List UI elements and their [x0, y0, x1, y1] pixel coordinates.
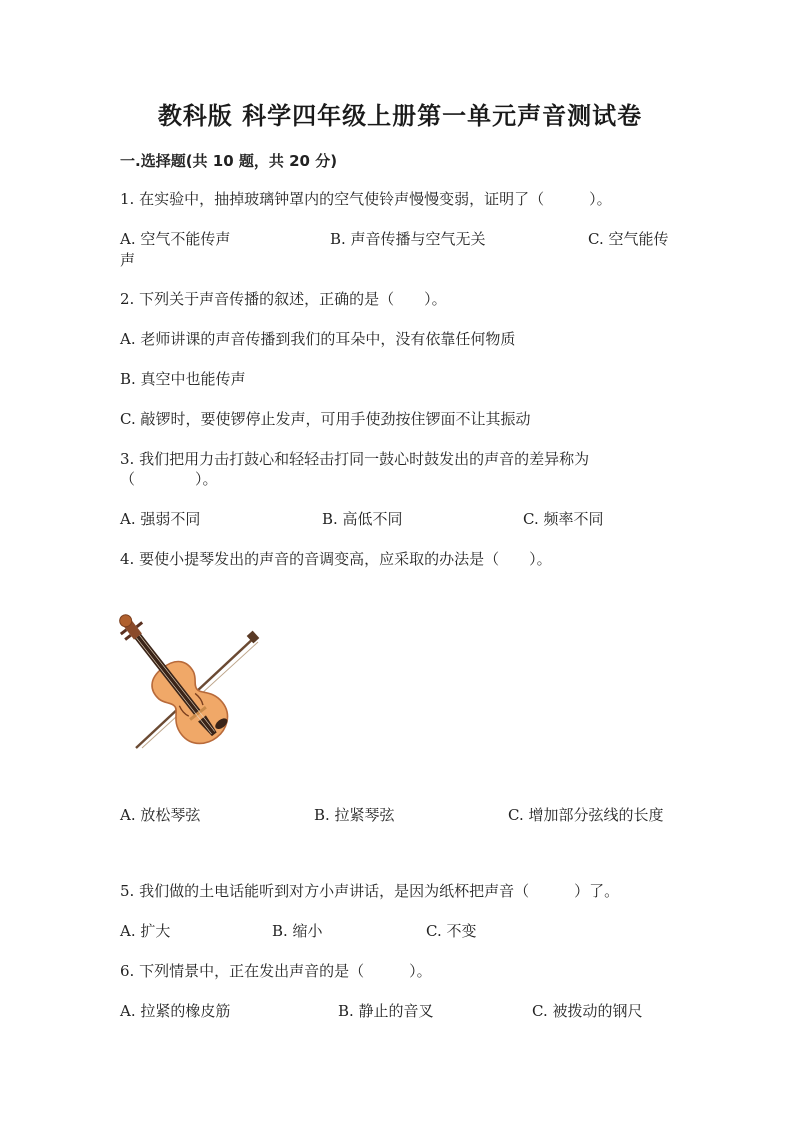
- question-4-option-c: C. 增加部分弦线的长度: [508, 806, 664, 824]
- question-5-stem: 5. 我们做的土电话能听到对方小声讲话，是因为纸杯把声音（ ）了。: [120, 882, 620, 900]
- question-2-option-c: C. 敲锣时，要使锣停止发声，可用手使劲按住锣面不让其振动: [120, 410, 531, 428]
- question-3-option-c: C. 频率不同: [523, 510, 604, 528]
- question-5-option-a: A. 扩大: [120, 922, 171, 940]
- question-6-option-b: B. 静止的音叉: [338, 1002, 434, 1020]
- violin-illustration: [118, 598, 268, 756]
- question-3-option-b: B. 高低不同: [322, 510, 403, 528]
- question-1-option-b: B. 声音传播与空气无关: [330, 230, 486, 248]
- page-title: 教科版 科学四年级上册第一单元声音测试卷: [157, 102, 643, 130]
- question-2-option-b: B. 真空中也能传声: [120, 370, 246, 388]
- question-2-option-a: A. 老师讲课的声音传播到我们的耳朵中，没有依靠任何物质: [120, 330, 516, 348]
- question-4-option-b: B. 拉紧琴弦: [314, 806, 395, 824]
- question-1-option-c: C. 空气能传: [588, 230, 669, 248]
- question-6-option-c: C. 被拨动的钢尺: [532, 1002, 643, 1020]
- question-4-stem: 4. 要使小提琴发出的声音的音调变高，应采取的办法是（ ）。: [120, 550, 552, 568]
- question-5-option-c: C. 不变: [426, 922, 477, 940]
- question-1-stem: 1. 在实验中，抽掉玻璃钟罩内的空气使铃声慢慢变弱，证明了（ ）。: [120, 190, 612, 208]
- question-4-option-a: A. 放松琴弦: [120, 806, 201, 824]
- question-3-option-a: A. 强弱不同: [120, 510, 201, 528]
- question-1-option-a: A. 空气不能传声: [120, 230, 231, 248]
- question-2-stem: 2. 下列关于声音传播的叙述，正确的是（ ）。: [120, 290, 447, 308]
- question-5-option-b: B. 缩小: [272, 922, 323, 940]
- question-6-stem: 6. 下列情景中，正在发出声音的是（ ）。: [120, 962, 432, 980]
- question-6-option-a: A. 拉紧的橡皮筋: [120, 1002, 231, 1020]
- question-3-stem: 3. 我们把用力击打鼓心和轻轻击打同一鼓心时鼓发出的声音的差异称为: [120, 450, 590, 468]
- question-3-stem-wrap: （ ）。: [120, 470, 218, 488]
- question-1-option-c-wrap: 声: [120, 251, 136, 269]
- section-heading: 一.选择题(共 10 题，共 20 分): [120, 152, 338, 170]
